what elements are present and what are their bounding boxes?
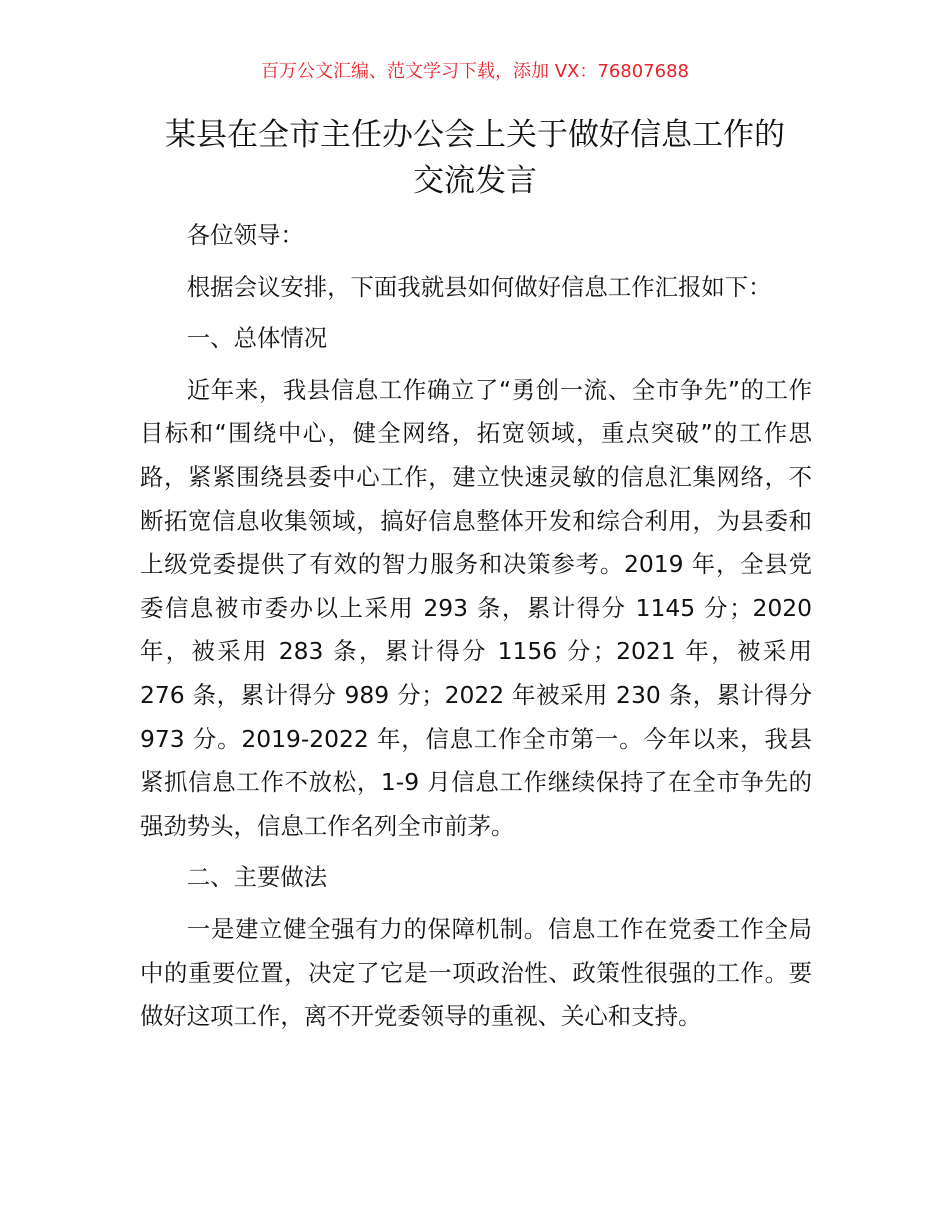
section-heading-2: 二、主要做法 [186, 863, 328, 892]
overview-paragraph: 近年来，我县信息工作确立了“勇创一流、全市争先”的工作目标和“围绕中心，健全网络，拓宽领域，重点突破”的工作思路，紧紧围绕县委中心工作，建立快速灵敏的信息汇集网络，不断拓宽信息收集领域，搞好信息整体开发和综合利用，为县委和上级党委提供了有效的智力服务和决策参考。2019 年，全县党委信息被市委办以上采用 293 条，累计得分 1145 分；2020 年，被采用 283 条，累计得分 1156 分；2021 年，被采用 276 条，累计得分 989 分；2022 年被采用 230 条，累计得分 973 分。2019-2022 年，信息工作全市第一。今年以来，我县紧抓信息工作不放松，1-9 月信息工作继续保持了在全市争先的强劲势头，信息工作名列全市前茅。 [140, 375, 812, 840]
title-line-1: 某县在全市主任办公会上关于做好信息工作的 [165, 117, 785, 153]
title-line-2: 交流发言 [413, 163, 537, 199]
intro-paragraph: 根据会议安排，下面我就县如何做好信息工作汇报如下： [186, 272, 772, 301]
salutation: 各位领导： [186, 221, 304, 249]
section-heading-1: 一、总体情况 [186, 324, 328, 353]
watermark-header: 百万公文汇编、范文学习下载，添加 VX：76807688 [261, 61, 689, 82]
document-body [140, 214, 812, 1047]
method-paragraph-1: 一是建立健全强有力的保障机制。信息工作在党委工作全局中的重要位置，决定了它是一项政治性、政策性很强的工作。要做好这项工作，离不开党委领导的重视、关心和支持。 [140, 914, 812, 1031]
document-title [120, 112, 830, 204]
